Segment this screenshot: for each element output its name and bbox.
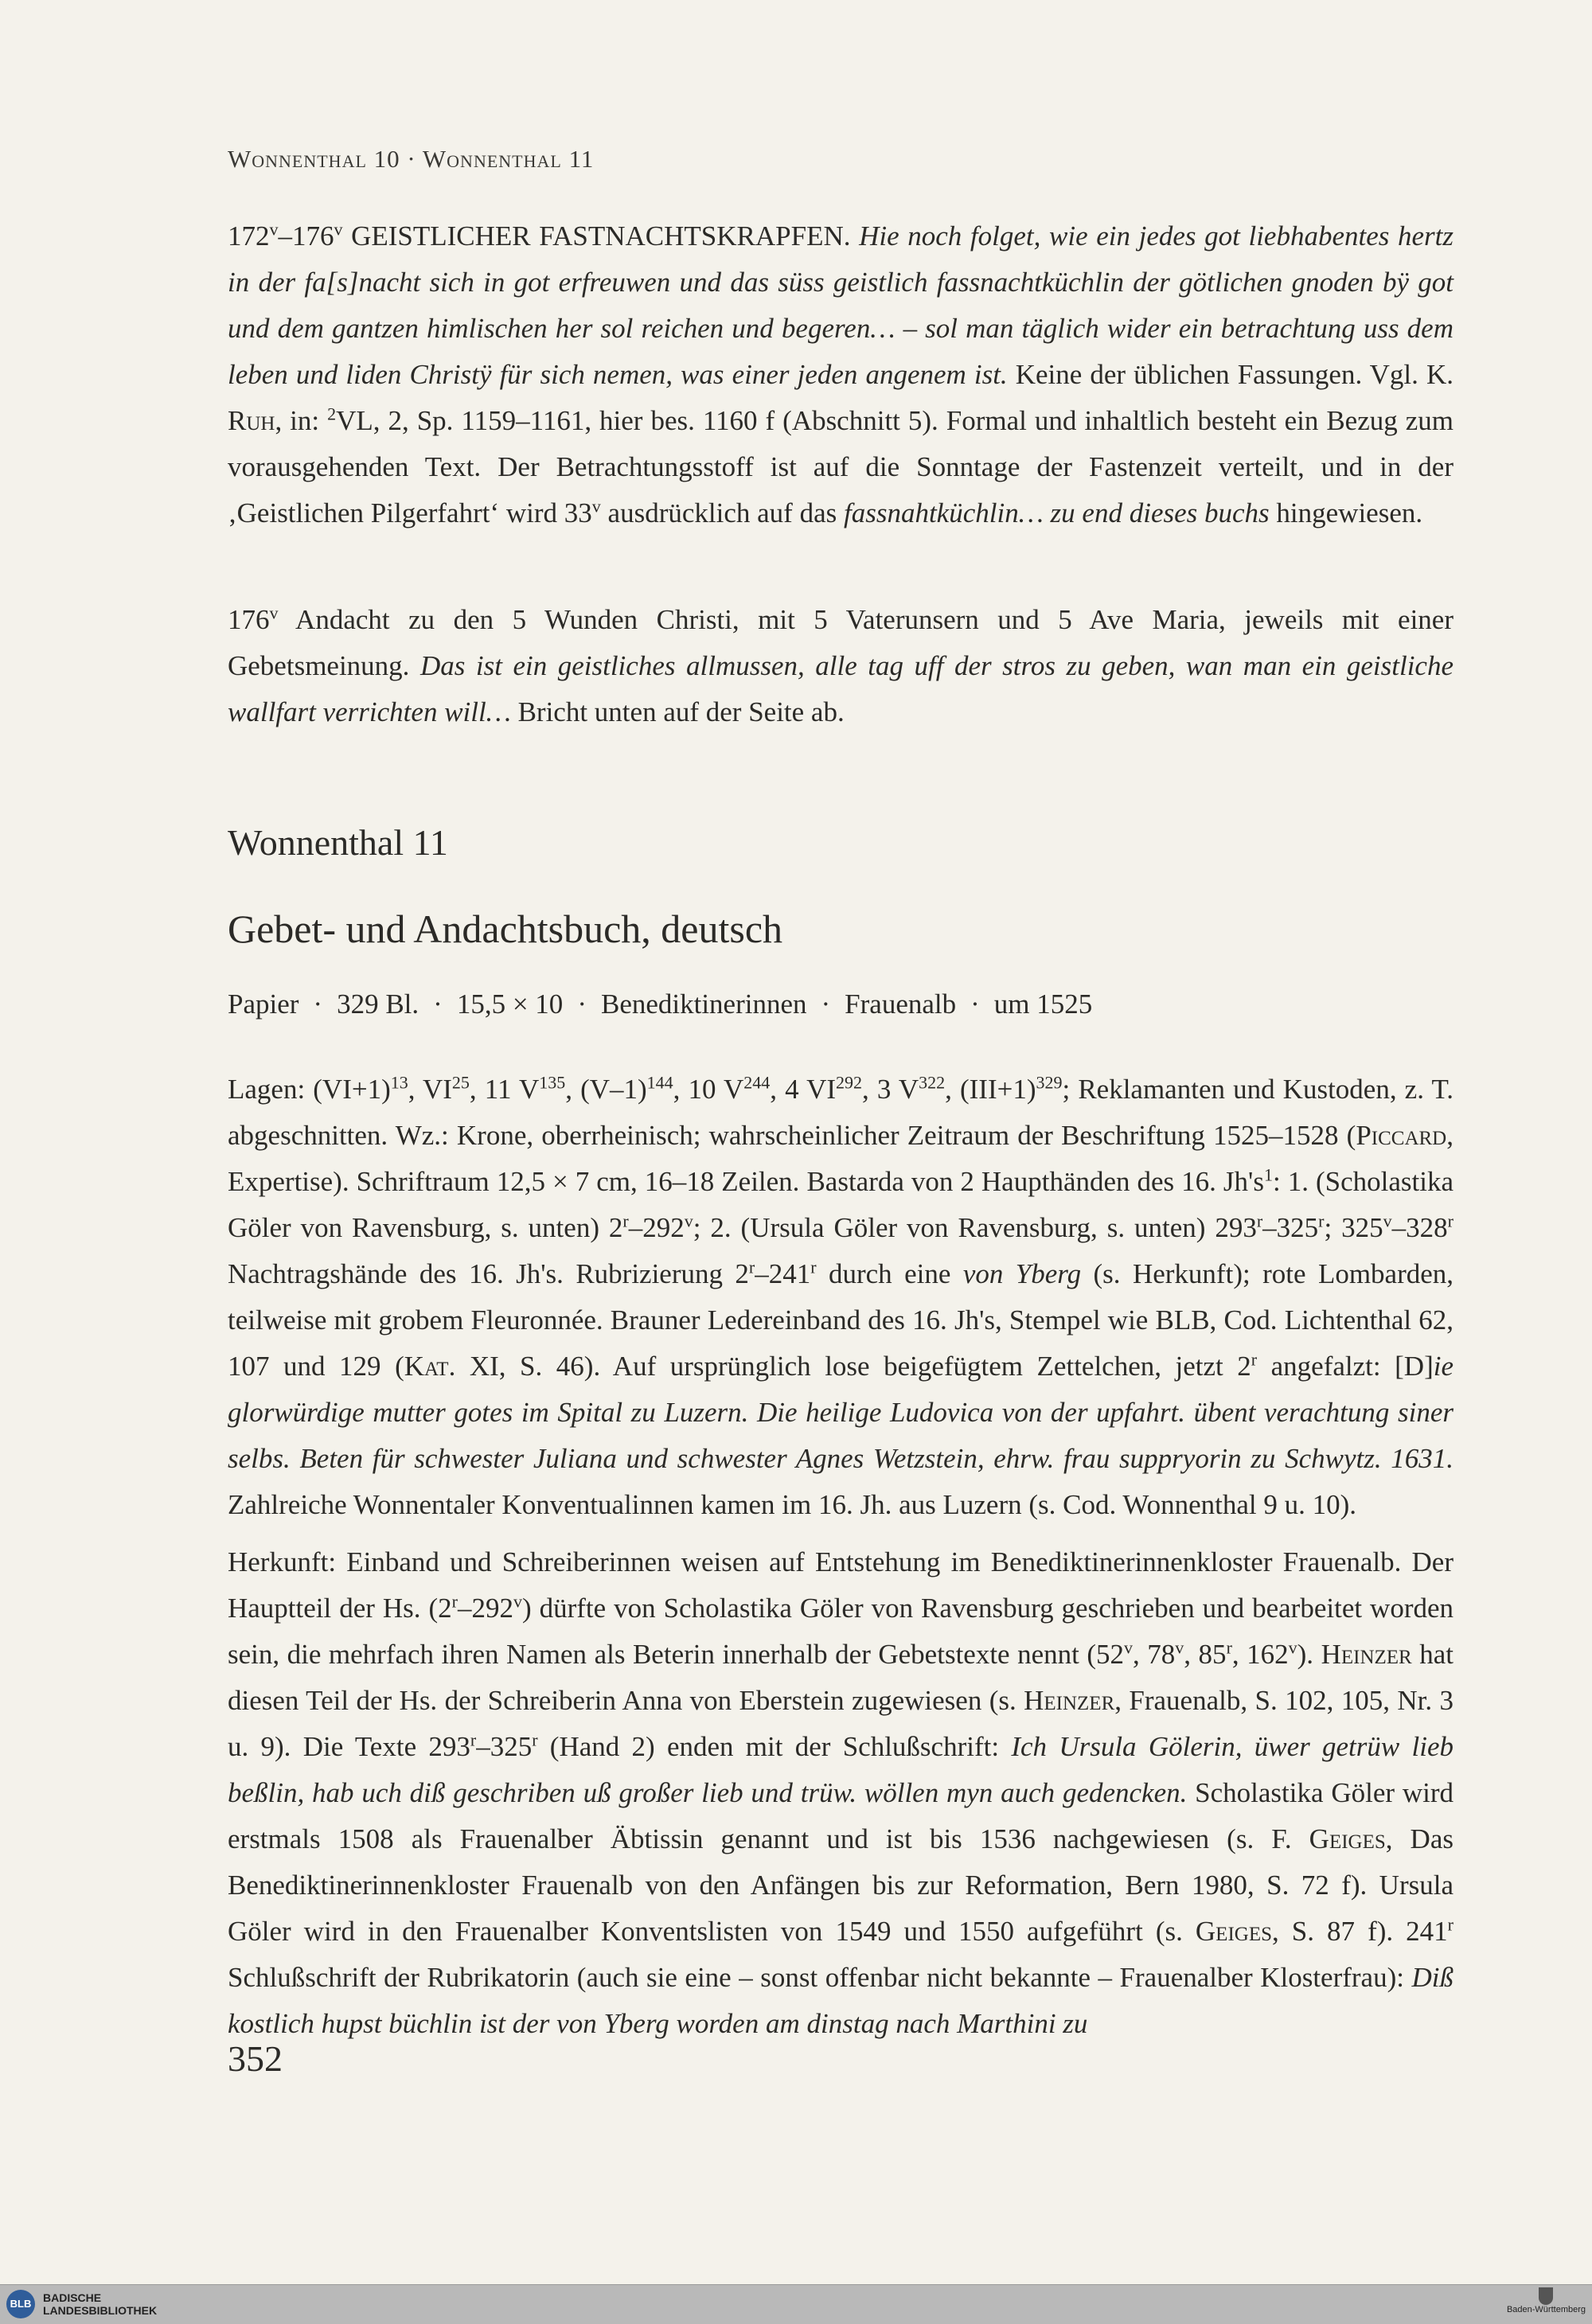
meta-place: Frauenalb [845,988,957,1020]
entry-andacht-wunden-christi: 176$^v$ Andacht zu den 5 Wunden Christi, mit 5 Vaterunsern und 5 Ave Maria, jeweils mit einer Gebetsmeinung. Das ist ein geistliches allmussen, alle tag uff der stros zu geben, wan man ein geistliche wallfart verrichten will… Bricht unten auf der Seite ab. [228,602,1453,727]
entry-geistlicher-fastnachtskrapfen: 172$^v$–176$^v$ GEISTLICHER FASTNACHTSKRAPFEN. Hie noch folget, wie ein jedes got liebhabentes hertz in der fa[s]nacht sich in got erfreuwen und das süss geistlich fassnachtküchlin der götlichen gnoden bÿ got und dem gantzen himlischen her sol reichen und begeren… – sol man täglich wider ein betrachtung uss dem leben und liden Christÿ für sich nemen, was einer jeden angenem ist. Keine der üblichen Fassungen. Vgl. K. Ruh, in: $^2$VL, 2, Sp. 1159–1161, hier bes. 1160 f (Abschnitt 5). Formal und inhaltlich besteht ein Bezug zum vorausgehenden Text. Der Betrachtungsstoff ist auf die Sonntage der Fastenzeit verteilt, und in der ‚Geistlichen Pilgerfahrt‘ wird 33$^v$ ausdrücklich auf das fassnahtküchlin… zu end dieses buchs hingewiesen. [228,219,1453,528]
coat-of-arms-icon [1539,2287,1553,2305]
meta-size: 15,5 × 10 [456,988,564,1020]
baden-wuerttemberg-logo: Baden-Württemberg [1507,2287,1586,2314]
blb-logo-icon[interactable]: BLB [6,2290,35,2318]
manuscript-metadata: Papier · 329 Bl. · 15,5 × 10 · Benediktinerinnen · Frauenalb · um 1525 [228,988,1093,1020]
meta-order: Benediktinerinnen [600,988,807,1020]
running-head: Wonnenthal 10 · Wonnenthal 11 [228,145,595,173]
section-number: Wonnenthal 11 [228,822,448,863]
lagen-paragraph: Lagen: $(VI+1)^{13}$, VI$^{25}$, 11 $V^{135}$, $(V-1)^{144}$, 10 $V^{244}$, 4 VI$^{292}$, 3 $V^{322}$, $(III+1)^{329}$; Reklamanten und Kustoden, z. T. abgeschnitten. Wz.: Krone, oberrheinisch; wahrscheinlicher Zeitraum der Beschriftung 1525–1528 (Piccard, Expertise). Schriftraum 12,5 × 7 cm, 16–18 Zeilen. Bastarda von 2 Haupthänden des 16. $Jh's^1$: 1. (Scholastika Göler von Ravensburg, s. unten) 2$^r$–292$^v$; 2. (Ursula Göler von Ravensburg, s. unten) 293$^r$–325$^r$; 325$^v$–328$^r$ Nachtragshände des 16. Jh's. Rubrizierung 2$^r$–241$^r$ durch eine von Yberg (s. Herkunft); rote Lombarden, teilweise mit grobem Fleuronnée. Brauner Ledereinband des 16. Jh's, Stempel wie BLB, Cod. Lichtenthal 62, 107 und 129 (Kat. XI, S. 46). Auf ursprünglich lose beigefügtem Zettelchen, jetzt 2$^r$ angefalzt: [D]ie glorwürdige mutter gotes im Spital zu Luzern. Die heilige Ludovica von der upfahrt. übent verachtung siner selbs. Beten für schwester Juliana und schwester Agnes Wetzstein, ehrw. frau suppryorin zu Schwytz. 1631. Zahlreiche Wonnentaler Konventualinnen kamen im 16. Jh. aus Luzern (s. Cod. Wonnenthal 9 u. 10). [228,1072,1454,1520]
incipit: Hie noch folget, wie ein jedes got liebhabentes hertz in der fa[s]nacht sich in got erfreuwen und das süss geistlich fassnachtküchlin der götlichen gnoden bÿ got und dem gantzen himlischen her sol reichen und begeren… – sol man täglich wider ein betrachtung uss dem leben und liden Christÿ für sich nemen, was einer jeden angenem ist. [228,220,1453,390]
entry-title: GEISTLICHER FASTNACHTSKRAPFEN. [342,220,860,252]
library-name: BADISCHE LANDESBIBLIOTHEK [43,2291,158,2317]
section-title: Gebet- und Andachtsbuch, deutsch [228,907,783,951]
page-number: 352 [228,2038,283,2079]
meta-material: Papier [228,988,299,1020]
herkunft-paragraph: Herkunft: Einband und Schreiberinnen weisen auf Entstehung im Benediktinerinnenkloster Frauenalb. Der Hauptteil der Hs. (2$^r$–292$^v$) dürfte von Scholastika Göler von Ravensburg geschrieben und bearbeitet worden sein, die mehrfach ihren Namen als Beterin innerhalb der Gebetstexte nennt (52$^v$, 78$^v$, 85$^r$, 162$^v$). Heinzer hat diesen Teil der Hs. der Schreiberin Anna von Eberstein zugewiesen (s. Heinzer, Frauenalb, S. 102, 105, Nr. 3 u. 9). Die Texte 293$^r$–325$^r$ (Hand 2) enden mit der Schlußschrift: Ich Ursula Gölerin, üwer getrüw lieb beßlin, hab uch diß geschriben uß großer lieb und trüw. wöllen myn auch gedencken. Scholastika Göler wird erstmals 1508 als Frauenalber Äbtissin genannt und ist bis 1536 nachgewiesen (s. F. Geiges, Das Benediktinerinnenkloster Frauenalb von den Anfängen bis zur Reformation, Bern 1980, S. 72 f). Ursula Göler wird in den Frauenalber Konventslisten von 1549 und 1550 aufgeführt (s. Geiges, S. 87 f). 241$^r$ Schlußschrift der Rubrikatorin (auch sie eine – sonst offenbar nicht bekannte – Frauenalber Klosterfrau): Diß kostlich hupst büchlin ist der von Yberg worden am dinstag nach Marthini zu [228,1546,1454,2039]
meta-leaves: 329 Bl. [337,988,419,1020]
meta-date: um 1525 [993,988,1093,1020]
viewer-footer [0,2284,1592,2324]
